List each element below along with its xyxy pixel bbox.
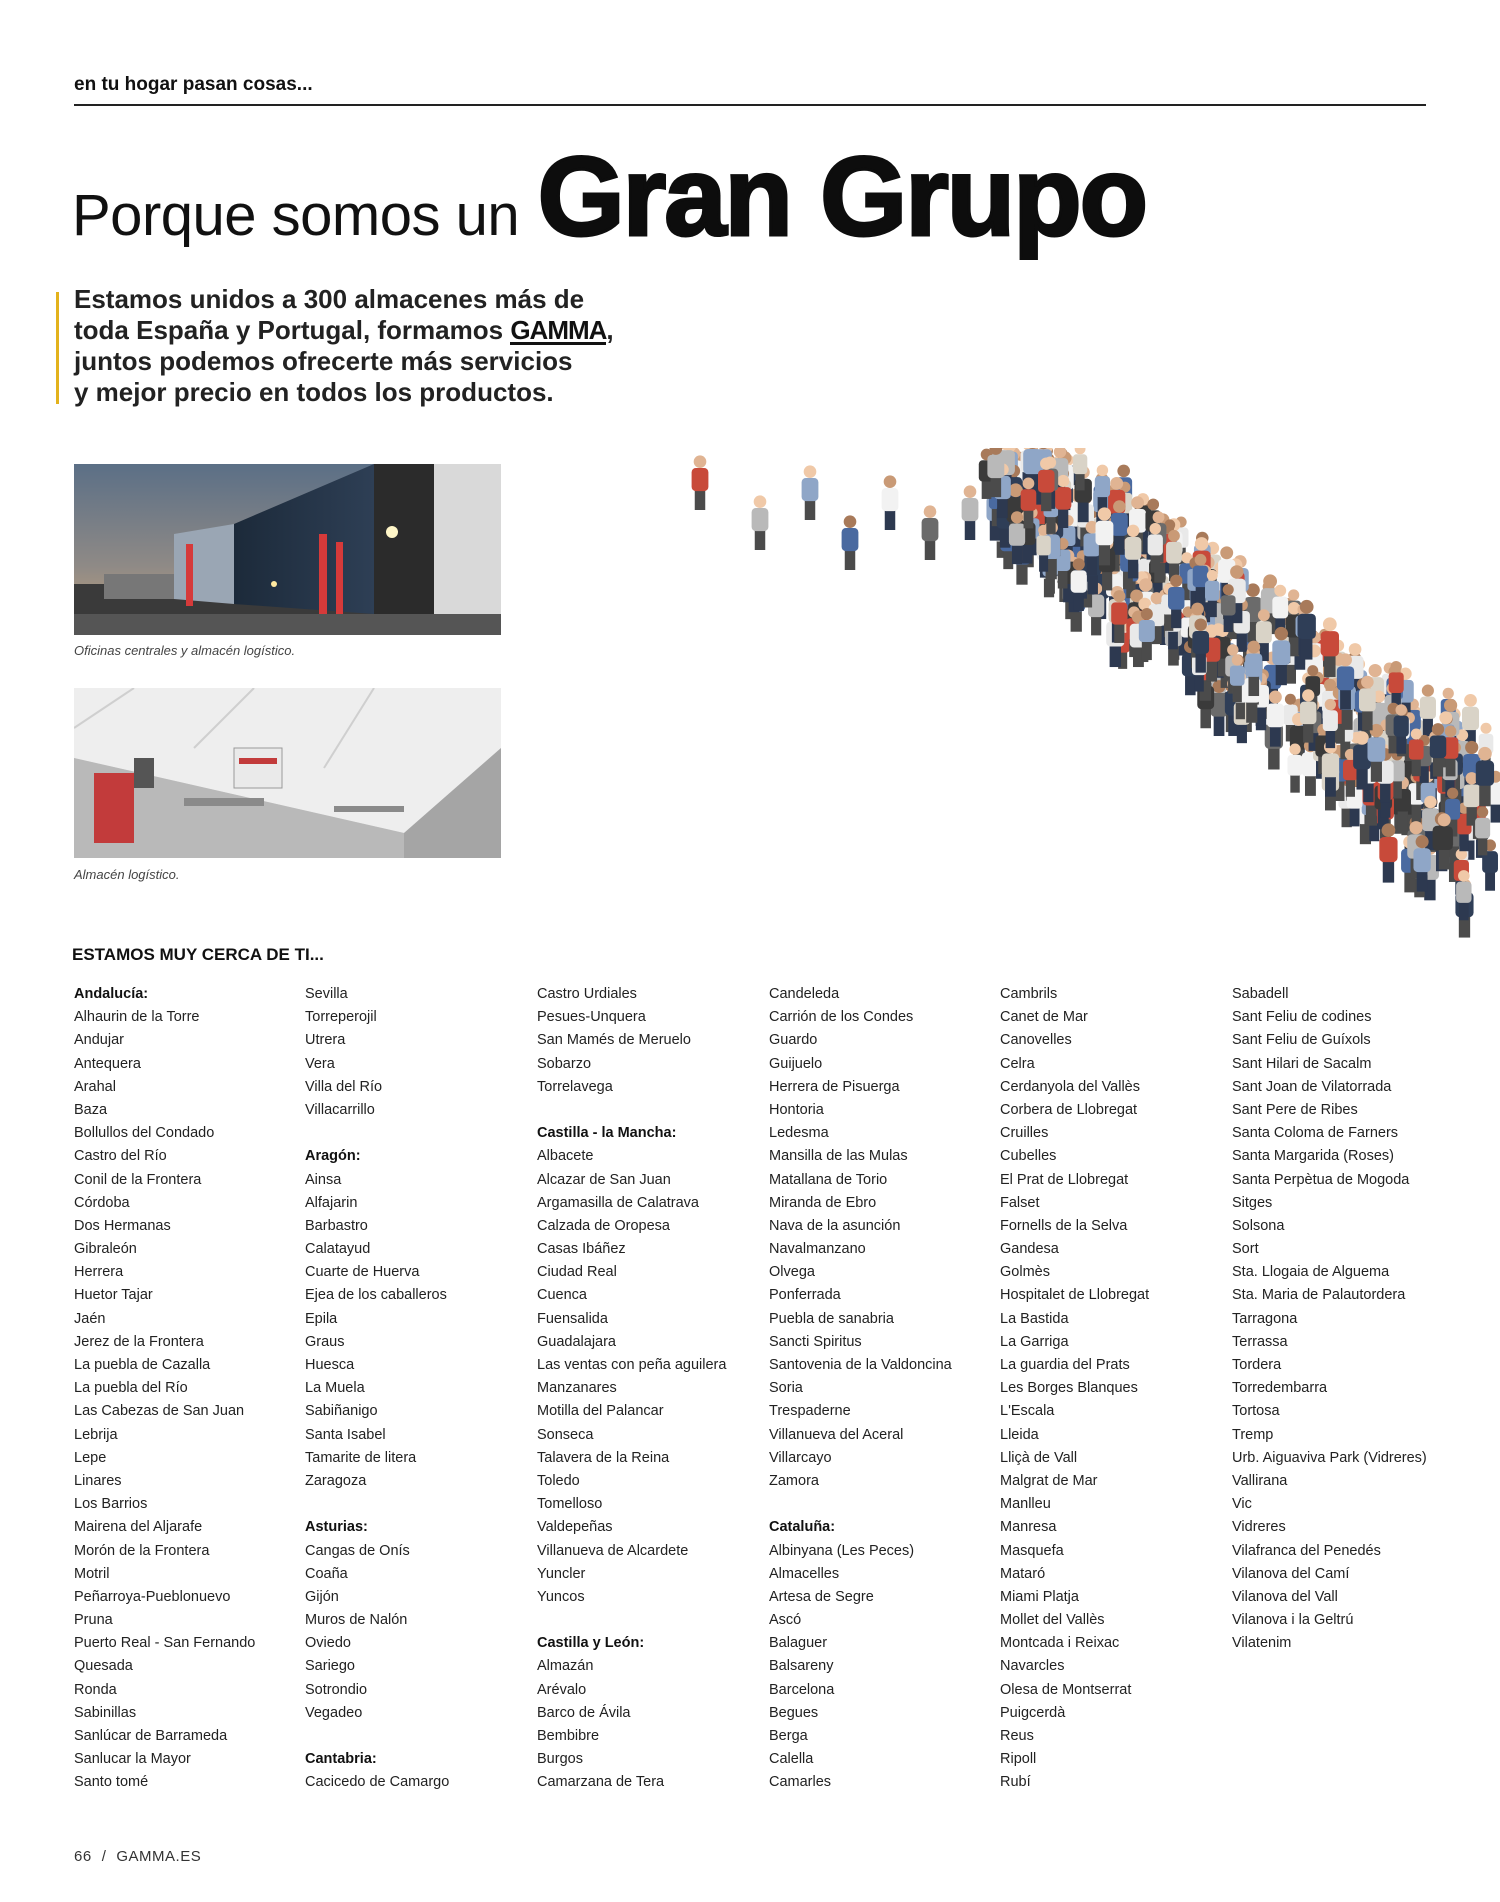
- location-item: Yuncos: [537, 1588, 585, 1605]
- location-item: Ejea de los caballeros: [305, 1287, 447, 1304]
- location-item: Barco de Ávila: [537, 1704, 631, 1721]
- location-item: Terrassa: [1232, 1333, 1288, 1350]
- list-spacer: [305, 1122, 535, 1145]
- location-item: Villacarrillo: [305, 1101, 375, 1118]
- location-item: Tremp: [1232, 1426, 1274, 1443]
- location-item: La Muela: [305, 1380, 365, 1397]
- location-item: Albinyana (Les Peces): [769, 1542, 915, 1559]
- location-item: Sobarzo: [537, 1055, 592, 1072]
- location-item: Alcazar de San Juan: [537, 1171, 671, 1188]
- location-item: Urb. Aiguaviva Park (Vidreres): [1232, 1449, 1427, 1466]
- location-item: Herrera: [74, 1264, 124, 1281]
- location-item: Vilanova i la Geltrú: [1232, 1612, 1354, 1629]
- photo-caption: Oficinas centrales y almacén logístico.: [74, 643, 296, 658]
- location-item: Mansilla de las Mulas: [769, 1148, 908, 1165]
- location-item: Pruna: [74, 1612, 113, 1629]
- location-item: Golmès: [1000, 1264, 1050, 1281]
- location-item: Los Barrios: [74, 1496, 148, 1513]
- location-item: Santa Margarida (Roses): [1232, 1148, 1394, 1165]
- list-spacer: [537, 1609, 767, 1632]
- location-item: Sitges: [1232, 1194, 1273, 1211]
- location-item: Cruilles: [1000, 1125, 1049, 1142]
- location-item: Las ventas con peña aguilera: [537, 1357, 727, 1373]
- location-item: Villanueva de Alcardete: [537, 1542, 689, 1559]
- intro-line: Estamos unidos a 300 almacenes más de: [74, 284, 585, 314]
- intro-text: toda España y Portugal, formamos: [74, 315, 511, 345]
- location-item: Casas Ibáñez: [537, 1241, 626, 1258]
- location-item: Herrera de Pisuerga: [769, 1078, 900, 1095]
- person-figure: [842, 515, 859, 570]
- location-item: El Prat de Llobregat: [1000, 1171, 1129, 1188]
- person-figure: [922, 505, 939, 560]
- location-item: Tomelloso: [537, 1496, 603, 1513]
- location-item: Andujar: [74, 1032, 124, 1049]
- location-item: Falset: [1000, 1194, 1040, 1211]
- headquarters-photo: [74, 464, 501, 635]
- location-item: Vera: [305, 1055, 335, 1072]
- location-item: Vegadeo: [305, 1704, 363, 1721]
- location-item: Sta. Maria de Palautordera: [1232, 1287, 1406, 1304]
- location-item: San Mamés de Meruelo: [537, 1032, 691, 1049]
- location-item: Barcelona: [769, 1681, 835, 1698]
- headline-heavy: Gran Grupo: [537, 134, 1147, 259]
- location-item: Sant Hilari de Sacalm: [1232, 1055, 1372, 1072]
- location-item: Vilanova del Camí: [1232, 1565, 1350, 1582]
- location-item: Coaña: [305, 1565, 348, 1582]
- footer-separator: /: [101, 1848, 107, 1865]
- region-heading: Castilla y León:: [537, 1635, 645, 1652]
- location-item: Sonseca: [537, 1426, 594, 1443]
- location-item: Torreperojil: [305, 1009, 377, 1026]
- location-item: Antequera: [74, 1055, 141, 1072]
- location-item: Jerez de la Frontera: [74, 1333, 204, 1350]
- location-item: Cambrils: [1000, 986, 1058, 1002]
- person-figure: [962, 485, 979, 540]
- intro-paragraph: [74, 284, 674, 408]
- locations-column: [1000, 983, 1230, 1795]
- location-item: Bembibre: [537, 1728, 600, 1744]
- location-item: Linares: [74, 1472, 122, 1489]
- location-item: Dos Hermanas: [74, 1217, 171, 1234]
- intro-text: ,: [606, 315, 614, 345]
- list-spacer: [305, 1725, 535, 1748]
- location-item: Vidreres: [1232, 1519, 1286, 1536]
- location-item: Lliçà de Vall: [1000, 1449, 1078, 1466]
- locations-column: [769, 983, 999, 1795]
- location-item: Las Cabezas de San Juan: [74, 1403, 245, 1420]
- location-item: Oviedo: [305, 1635, 351, 1652]
- location-item: Celra: [1000, 1055, 1035, 1072]
- location-item: Huetor Tajar: [74, 1287, 153, 1304]
- person-figure: [1287, 744, 1302, 793]
- location-item: Cerdanyola del Vallès: [1000, 1078, 1140, 1095]
- location-item: Almacelles: [769, 1565, 840, 1582]
- location-item: Carrión de los Condes: [769, 1009, 914, 1026]
- location-item: Guadalajara: [537, 1333, 616, 1350]
- location-item: Guardo: [769, 1032, 818, 1049]
- location-item: Navalmanzano: [769, 1241, 866, 1258]
- location-item: Vilatenim: [1232, 1635, 1292, 1652]
- location-item: Vilafranca del Penedés: [1232, 1542, 1381, 1559]
- location-item: Conil de la Frontera: [74, 1171, 202, 1188]
- warehouse-photo: [74, 688, 501, 858]
- region-heading: Asturias:: [305, 1519, 368, 1536]
- location-item: Manresa: [1000, 1519, 1057, 1536]
- location-item: Gibraleón: [74, 1241, 137, 1258]
- location-item: La guardia del Prats: [1000, 1357, 1130, 1373]
- location-item: Santa Coloma de Farners: [1232, 1125, 1399, 1142]
- person-figure: [752, 495, 769, 550]
- location-item: Motril: [74, 1565, 110, 1582]
- location-item: Tordera: [1232, 1357, 1282, 1373]
- location-item: Trespaderne: [769, 1403, 851, 1420]
- location-item: Masquefa: [1000, 1542, 1064, 1559]
- location-item: Baza: [74, 1101, 108, 1118]
- section-title: ESTAMOS MUY CERCA DE TI...: [72, 945, 324, 964]
- location-item: Navarcles: [1000, 1658, 1065, 1675]
- location-item: Montcada i Reixac: [1000, 1635, 1120, 1652]
- location-item: Matallana de Torio: [769, 1171, 888, 1188]
- location-item: Arahal: [74, 1078, 116, 1095]
- location-item: Olvega: [769, 1264, 815, 1281]
- location-item: Sancti Spiritus: [769, 1333, 862, 1350]
- list-spacer: [769, 1493, 999, 1516]
- person-figure: [882, 475, 899, 530]
- location-item: Epila: [305, 1310, 338, 1327]
- location-item: Balaguer: [769, 1635, 828, 1652]
- location-item: Córdoba: [74, 1194, 130, 1211]
- location-item: Cuarte de Huerva: [305, 1264, 420, 1281]
- location-item: Reus: [1000, 1728, 1034, 1744]
- location-item: Soria: [769, 1380, 803, 1397]
- location-item: Utrera: [305, 1032, 346, 1049]
- location-item: Fornells de la Selva: [1000, 1217, 1128, 1234]
- location-item: Huesca: [305, 1357, 355, 1373]
- location-item: Gijón: [305, 1588, 339, 1605]
- location-item: Burgos: [537, 1751, 583, 1768]
- location-item: Ronda: [74, 1681, 117, 1698]
- location-item: Ciudad Real: [537, 1264, 617, 1281]
- location-item: Zamora: [769, 1472, 819, 1489]
- location-item: Muros de Nalón: [305, 1612, 408, 1629]
- location-item: Barbastro: [305, 1217, 368, 1234]
- location-item: Sariego: [305, 1658, 355, 1675]
- location-item: Graus: [305, 1333, 345, 1350]
- location-item: L'Escala: [1000, 1403, 1055, 1420]
- page-number: 66: [74, 1848, 92, 1865]
- location-item: Sant Pere de Ribes: [1232, 1101, 1358, 1118]
- region-heading: Aragón:: [305, 1148, 361, 1165]
- location-item: Cubelles: [1000, 1148, 1057, 1165]
- list-spacer: [537, 1099, 767, 1122]
- location-item: Puebla de sanabria: [769, 1310, 894, 1327]
- location-item: Vallirana: [1232, 1472, 1288, 1489]
- region-heading: Cataluña:: [769, 1519, 836, 1536]
- location-item: Valdepeñas: [537, 1519, 613, 1536]
- location-item: Motilla del Palancar: [537, 1403, 664, 1420]
- location-item: Villarcayo: [769, 1449, 832, 1466]
- location-item: Sort: [1232, 1241, 1259, 1258]
- location-item: Fuensalida: [537, 1310, 608, 1327]
- location-item: Sabadell: [1232, 986, 1289, 1002]
- location-item: Bollullos del Condado: [74, 1125, 215, 1142]
- location-item: Sotrondio: [305, 1681, 368, 1698]
- location-item: Begues: [769, 1704, 819, 1721]
- location-item: Canet de Mar: [1000, 1009, 1088, 1026]
- location-item: Nava de la asunción: [769, 1217, 901, 1234]
- location-item: Albacete: [537, 1148, 594, 1165]
- location-item: Talavera de la Reina: [537, 1449, 670, 1466]
- location-item: Rubí: [1000, 1774, 1031, 1791]
- location-item: Manlleu: [1000, 1496, 1051, 1513]
- person-figure: [1379, 823, 1397, 882]
- location-item: Morón de la Frontera: [74, 1542, 210, 1559]
- location-item: Malgrat de Mar: [1000, 1472, 1098, 1489]
- header-rule: [74, 104, 1426, 106]
- page-headline: [72, 132, 1372, 261]
- locations-column: [305, 983, 535, 1795]
- location-item: Sabiñanigo: [305, 1403, 378, 1420]
- region-heading: Castilla - la Mancha:: [537, 1125, 677, 1142]
- location-item: Sant Feliu de Guíxols: [1232, 1032, 1371, 1049]
- location-item: Villanueva del Aceral: [769, 1426, 904, 1443]
- crowd-illustration: [670, 448, 1500, 968]
- intro-line: juntos podemos ofrecerte más servicios: [74, 346, 573, 376]
- location-item: Torredembarra: [1232, 1380, 1328, 1397]
- location-item: Berga: [769, 1728, 808, 1744]
- location-item: Vilanova del Vall: [1232, 1588, 1338, 1605]
- location-item: Peñarroya-Pueblonuevo: [74, 1588, 231, 1605]
- location-item: Calatayud: [305, 1241, 371, 1258]
- location-item: Olesa de Montserrat: [1000, 1681, 1132, 1698]
- location-item: Corbera de Llobregat: [1000, 1101, 1138, 1118]
- location-item: Mataró: [1000, 1565, 1046, 1582]
- location-item: Tamarite de litera: [305, 1449, 417, 1466]
- location-item: Cuenca: [537, 1287, 587, 1304]
- location-item: Hospitalet de Llobregat: [1000, 1287, 1150, 1304]
- location-item: La puebla del Río: [74, 1380, 188, 1397]
- region-heading: Andalucía:: [74, 986, 149, 1002]
- location-item: Puerto Real - San Fernando: [74, 1635, 256, 1652]
- location-item: Mollet del Vallès: [1000, 1612, 1105, 1629]
- location-item: Santa Perpètua de Mogoda: [1232, 1171, 1410, 1188]
- location-item: Camarles: [769, 1774, 832, 1791]
- location-item: La Bastida: [1000, 1310, 1069, 1327]
- location-item: Puigcerdà: [1000, 1704, 1066, 1721]
- location-item: Balsareny: [769, 1658, 834, 1675]
- location-item: Argamasilla de Calatrava: [537, 1194, 699, 1211]
- intro-accent-bar: [56, 292, 59, 404]
- location-item: Miranda de Ebro: [769, 1194, 877, 1211]
- location-item: Vic: [1232, 1496, 1252, 1513]
- headline-light: Porque somos un: [72, 183, 520, 248]
- location-item: Ainsa: [305, 1171, 342, 1188]
- section-kicker: en tu hogar pasan cosas...: [74, 74, 313, 95]
- location-item: Santa Isabel: [305, 1426, 386, 1443]
- location-item: Cacicedo de Camargo: [305, 1774, 450, 1791]
- locations-column: [74, 983, 304, 1795]
- location-item: Santovenia de la Valdoncina: [769, 1357, 952, 1373]
- location-item: Alfajarin: [305, 1194, 358, 1211]
- location-item: Jaén: [74, 1310, 106, 1327]
- locations-column: [1232, 983, 1462, 1655]
- location-item: Cangas de Onís: [305, 1542, 410, 1559]
- locations-column: [537, 983, 767, 1795]
- person-figure: [692, 455, 709, 510]
- location-item: Gandesa: [1000, 1241, 1059, 1258]
- location-item: Candeleda: [769, 986, 840, 1002]
- intro-line: y mejor precio en todos los productos.: [74, 377, 554, 407]
- location-item: Pesues-Unquera: [537, 1009, 646, 1026]
- footer-site: GAMMA.ES: [116, 1848, 202, 1865]
- location-item: Zaragoza: [305, 1472, 367, 1489]
- location-item: Canovelles: [1000, 1032, 1072, 1049]
- photo-caption: Almacén logístico.: [74, 867, 180, 882]
- location-item: Sta. Llogaia de Alguema: [1232, 1264, 1390, 1281]
- location-item: Camarzana de Tera: [537, 1774, 665, 1791]
- location-item: Sevilla: [305, 986, 348, 1002]
- location-item: Toledo: [537, 1472, 580, 1489]
- location-item: Sant Joan de Vilatorrada: [1232, 1078, 1392, 1095]
- location-item: Villa del Río: [305, 1078, 383, 1095]
- location-item: Hontoria: [769, 1101, 824, 1118]
- person-figure: [802, 465, 819, 520]
- location-item: Les Borges Blanques: [1000, 1380, 1138, 1397]
- location-item: Lepe: [74, 1449, 107, 1466]
- location-item: Torrelavega: [537, 1078, 613, 1095]
- location-item: Solsona: [1232, 1217, 1285, 1234]
- location-item: Sanlúcar de Barrameda: [74, 1728, 228, 1744]
- location-item: Arévalo: [537, 1681, 587, 1698]
- location-item: Ponferrada: [769, 1287, 841, 1304]
- location-item: Yuncler: [537, 1565, 586, 1582]
- location-item: Santo tomé: [74, 1774, 149, 1791]
- location-item: Castro Urdiales: [537, 986, 637, 1002]
- location-item: Tarragona: [1232, 1310, 1298, 1327]
- location-item: Sant Feliu de codines: [1232, 1009, 1372, 1026]
- location-item: Lleida: [1000, 1426, 1039, 1443]
- location-item: Ripoll: [1000, 1751, 1037, 1768]
- page-footer: [74, 1848, 201, 1865]
- location-item: Quesada: [74, 1658, 133, 1675]
- location-item: Ledesma: [769, 1125, 829, 1142]
- location-item: Miami Platja: [1000, 1588, 1079, 1605]
- location-item: Tortosa: [1232, 1403, 1280, 1420]
- location-item: Castro del Río: [74, 1148, 167, 1165]
- location-item: Calella: [769, 1751, 814, 1768]
- location-item: Guijuelo: [769, 1055, 823, 1072]
- region-heading: Cantabria:: [305, 1751, 377, 1768]
- location-item: La Garriga: [1000, 1333, 1069, 1350]
- location-item: Sanlucar la Mayor: [74, 1751, 191, 1768]
- location-item: La puebla de Cazalla: [74, 1357, 211, 1373]
- list-spacer: [305, 1493, 535, 1516]
- location-item: Ascó: [769, 1612, 802, 1629]
- gamma-logo: GAMMA: [510, 315, 607, 345]
- location-item: Sabinillas: [74, 1704, 137, 1721]
- location-item: Artesa de Segre: [769, 1588, 874, 1605]
- location-item: Lebrija: [74, 1426, 118, 1443]
- location-item: Almazán: [537, 1658, 594, 1675]
- location-item: Calzada de Oropesa: [537, 1217, 670, 1234]
- location-item: Alhaurin de la Torre: [74, 1009, 200, 1026]
- location-item: Manzanares: [537, 1380, 617, 1397]
- location-item: Mairena del Aljarafe: [74, 1519, 203, 1536]
- intro-line: [74, 315, 674, 346]
